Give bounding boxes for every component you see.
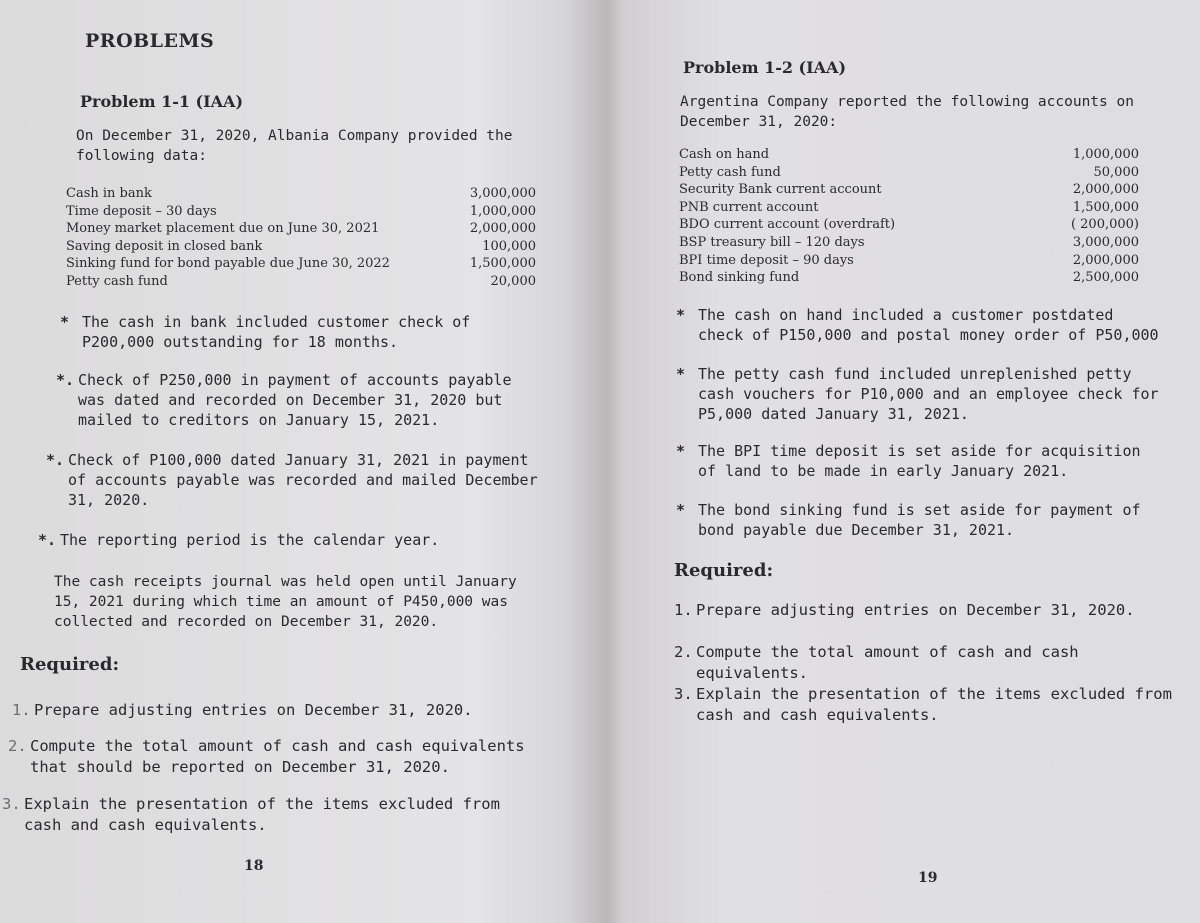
row-label: Saving deposit in closed bank — [66, 238, 263, 254]
row-label: Bond sinking fund — [679, 270, 800, 286]
note-item — [56, 370, 546, 430]
row-value: ( 200,000) — [1070, 217, 1139, 233]
problem-intro: On December 31, 2020, Albania Company provided the following data: — [76, 128, 513, 164]
row-label: BSP treasury bill – 120 days — [679, 234, 865, 250]
item-text: Prepare adjusting entries on December 31, 2020. — [34, 701, 473, 719]
table-row — [679, 252, 1139, 270]
row-value: 1,500,000 — [1072, 199, 1139, 215]
row-label: BDO current account (overdraft) — [679, 217, 896, 233]
table-row — [679, 199, 1139, 217]
note-item — [38, 530, 538, 550]
page-number: 18 — [244, 858, 264, 874]
table-row — [66, 238, 536, 256]
required-item — [674, 600, 1194, 621]
note-item — [60, 312, 550, 352]
row-label: BPI time deposit – 90 days — [679, 252, 854, 268]
note-text: The reporting period is the calendar year. — [60, 531, 440, 549]
data-table — [679, 146, 1139, 287]
item-text: Explain the presentation of the items excluded from cash and cash equivalents. — [24, 795, 500, 834]
item-number: 3. — [674, 685, 693, 703]
item-number: 2. — [674, 643, 693, 661]
required-heading: Required: — [20, 654, 120, 675]
note-text: Check of P250,000 in payment of accounts payable was dated and recorded on December 31, 2020 but mailed to creditors on January 15, 2021. — [78, 371, 512, 429]
row-label: PNB current account — [679, 199, 819, 215]
note-item — [46, 450, 546, 510]
bullet-mark: * — [676, 365, 686, 383]
table-row — [66, 255, 536, 273]
bullet-mark: * — [676, 442, 686, 460]
problem-title: Problem 1-1 (IAA) — [80, 92, 244, 111]
table-row — [679, 146, 1139, 164]
required-item — [674, 642, 1194, 684]
bullet-mark: * — [676, 306, 686, 324]
note-item — [676, 500, 1166, 540]
row-value: 3,000,000 — [1072, 234, 1139, 250]
required-item — [2, 794, 522, 836]
note-text: The cash in bank included customer check of P200,000 outstanding for 18 months. — [82, 313, 471, 351]
item-text: Compute the total amount of cash and cash equivalents that should be reported on December 31, 2020. — [30, 737, 525, 776]
table-row — [679, 269, 1139, 287]
bullet-mark: * — [60, 313, 70, 331]
item-number: 1. — [674, 601, 693, 619]
required-item — [12, 700, 532, 721]
row-value: 2,000,000 — [1072, 252, 1139, 268]
data-table — [66, 185, 536, 291]
row-label: Sinking fund for bond payable due June 30, 2022 — [66, 256, 390, 272]
right-page — [610, 0, 1200, 923]
row-label: Time deposit – 30 days — [66, 203, 217, 219]
row-label: Petty cash fund — [66, 273, 168, 289]
row-value: 1,500,000 — [469, 256, 536, 272]
table-row — [679, 181, 1139, 199]
required-item — [8, 736, 528, 778]
table-row — [679, 216, 1139, 234]
table-row — [66, 220, 536, 238]
table-row — [679, 164, 1139, 182]
item-text: Compute the total amount of cash and cash equivalents. — [696, 643, 1079, 682]
row-value: 100,000 — [482, 238, 536, 254]
item-text: Explain the presentation of the items excluded from cash and cash equivalents. — [696, 685, 1172, 724]
row-value: 2,000,000 — [469, 221, 536, 237]
table-row — [66, 273, 536, 291]
extra-note: The cash receipts journal was held open until January 15, 2021 during which time an amount of P450,000 was collected and recorded on December 31, 2020. — [54, 574, 517, 630]
required-item — [674, 684, 1184, 726]
note-text: The cash on hand included a customer postdated check of P150,000 and postal money order of P50,000 — [698, 306, 1159, 344]
problem-title: Problem 1-2 (IAA) — [683, 58, 847, 77]
table-row — [66, 185, 536, 203]
bullet-mark: * — [676, 501, 686, 519]
row-label: Security Bank current account — [679, 182, 882, 198]
note-item — [676, 441, 1166, 481]
row-value: 50,000 — [1093, 164, 1139, 180]
row-value: 1,000,000 — [1072, 147, 1139, 162]
row-label: Cash in bank — [66, 186, 152, 201]
problem-intro: Argentina Company reported the following accounts on December 31, 2020: — [680, 94, 1134, 130]
table-row — [679, 234, 1139, 252]
row-value: 2,500,000 — [1072, 270, 1139, 286]
row-value: 3,000,000 — [469, 186, 536, 201]
row-value: 20,000 — [490, 273, 536, 289]
row-label: Cash on hand — [679, 147, 770, 162]
page-number: 19 — [918, 870, 938, 886]
row-value: 2,000,000 — [1072, 182, 1139, 198]
row-value: 1,000,000 — [469, 203, 536, 219]
row-label: Petty cash fund — [679, 164, 781, 180]
item-number: 2. — [8, 737, 27, 755]
item-number: 1. — [12, 701, 31, 719]
note-item — [676, 364, 1166, 424]
table-row — [66, 203, 536, 221]
item-number: 3. — [2, 795, 21, 813]
item-text: Prepare adjusting entries on December 31, 2020. — [696, 601, 1135, 619]
note-item — [676, 305, 1166, 345]
bullet-mark: *. — [46, 451, 65, 469]
section-heading: PROBLEMS — [85, 30, 215, 52]
note-text: The bond sinking fund is set aside for payment of bond payable due December 31, 2021. — [698, 501, 1141, 539]
note-text: The petty cash fund included unreplenished petty cash vouchers for P10,000 and an employee check for P5,000 dated January 31, 2021. — [698, 365, 1159, 423]
required-heading: Required: — [674, 560, 774, 581]
note-text: The BPI time deposit is set aside for acquisition of land to be made in early January 2021. — [698, 442, 1141, 480]
row-label: Money market placement due on June 30, 2021 — [66, 221, 380, 237]
note-text: Check of P100,000 dated January 31, 2021 in payment of accounts payable was recorded and mailed December 31, 2020. — [68, 451, 538, 509]
bullet-mark: *. — [38, 531, 57, 549]
bullet-mark: *. — [56, 371, 75, 389]
